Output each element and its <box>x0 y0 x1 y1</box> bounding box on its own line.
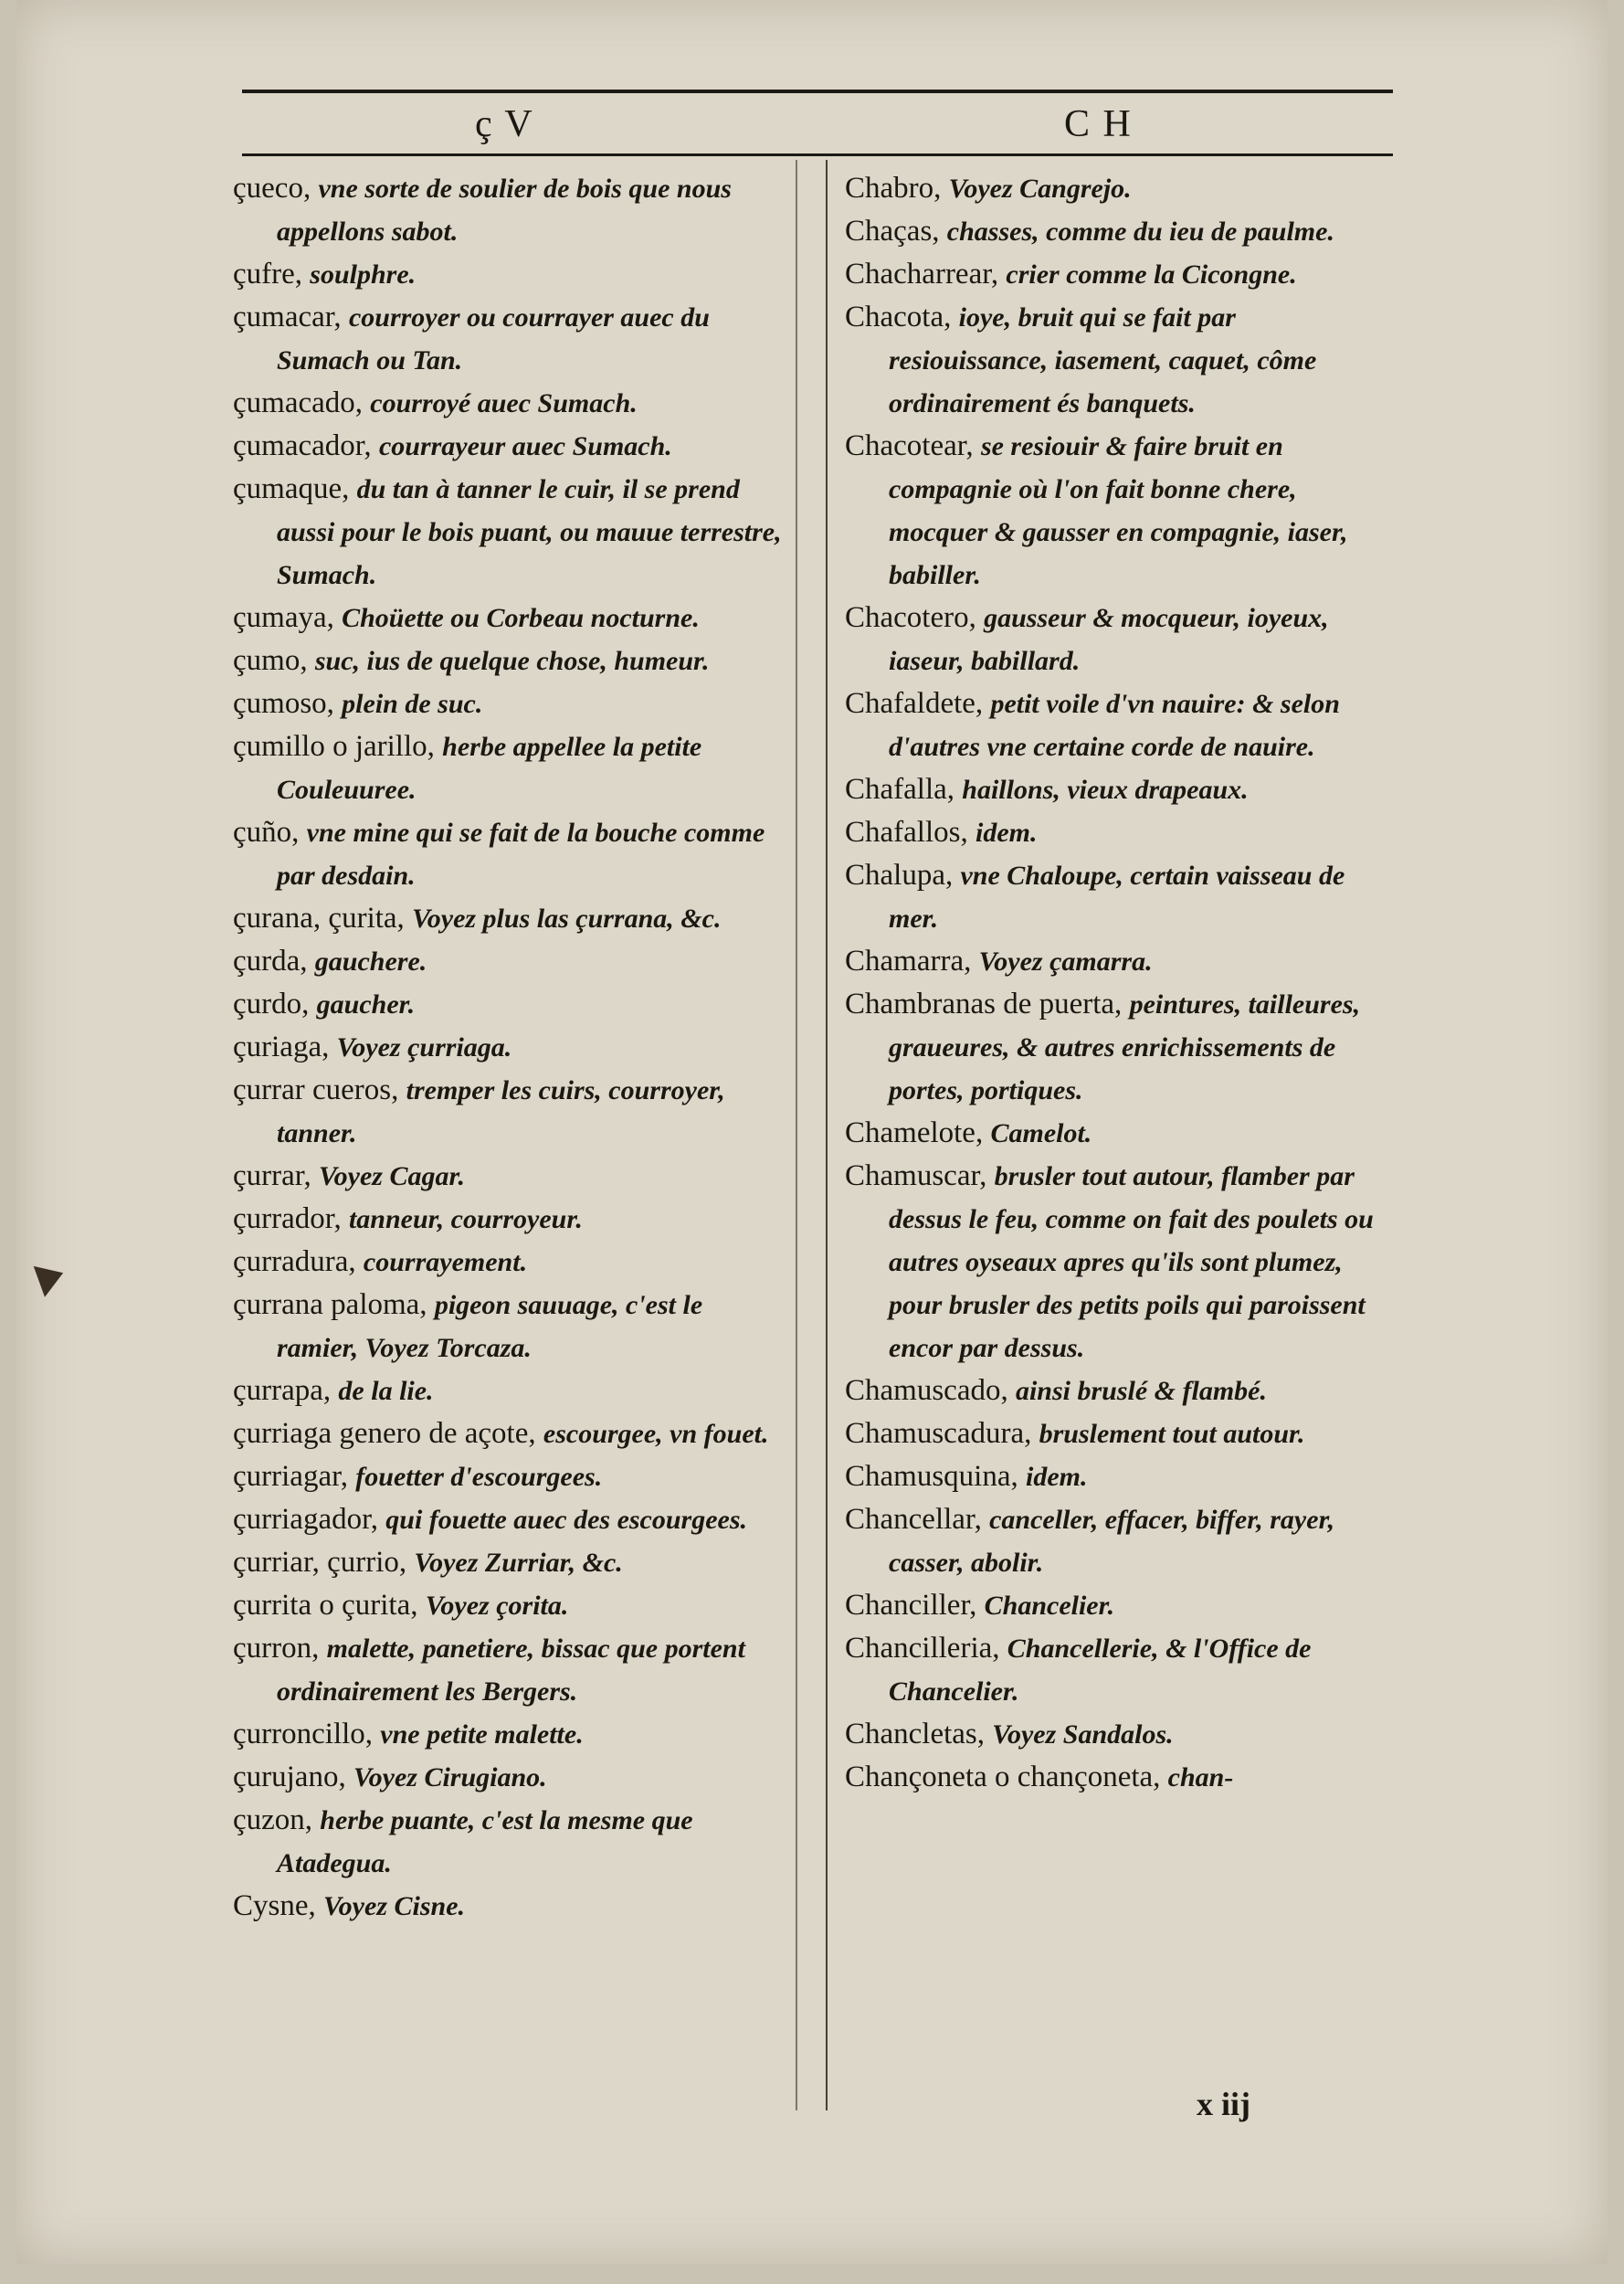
dictionary-entry <box>233 1155 790 1198</box>
entry-definition: suc, ius de quelque chose, humeur. <box>314 646 710 676</box>
entry-headword: Chabro, <box>845 172 942 205</box>
entry-definition: Camelot. <box>990 1118 1092 1148</box>
running-header-right: C H <box>1064 103 1133 145</box>
entry-headword: Chambranas de puerta, <box>845 988 1123 1020</box>
entry-headword: çurrita o çurita, <box>233 1589 418 1622</box>
dictionary-entry <box>233 940 790 983</box>
entry-definition: courroyé auec Sumach. <box>370 388 638 418</box>
dictionary-entry <box>845 597 1393 682</box>
entry-definition: vne mine qui se fait de la bouche comme par desdain. <box>277 818 765 891</box>
entry-headword: çurroncillo, <box>233 1718 374 1750</box>
entry-headword: çurujano, <box>233 1761 346 1793</box>
entry-definition: de la lie. <box>338 1376 434 1406</box>
entry-headword: çufre, <box>233 258 303 291</box>
dictionary-entry <box>233 1241 790 1284</box>
entry-definition: Chancellerie, & l'Office de Chancelier. <box>889 1634 1312 1707</box>
dictionary-entry <box>233 296 790 382</box>
entry-definition: Voyez Cisne. <box>323 1891 466 1921</box>
entry-headword: Chamuscadura, <box>845 1417 1032 1450</box>
entry-definition: courroyer ou courrayer auec du Sumach ou Tan. <box>277 302 710 375</box>
dictionary-entry <box>845 682 1393 768</box>
entry-definition: chasses, comme du ieu de paulme. <box>946 217 1334 247</box>
entry-headword: çumacador, <box>233 429 372 462</box>
entry-headword: Chamuscar, <box>845 1159 987 1192</box>
dictionary-entry <box>845 1369 1393 1412</box>
dictionary-entry <box>233 682 790 725</box>
entry-headword: çumillo o jarillo, <box>233 730 435 763</box>
dictionary-entry <box>845 210 1393 253</box>
entry-headword: çurana, çurita, <box>233 902 405 935</box>
dictionary-entry <box>845 253 1393 296</box>
entry-definition: tremper les cuirs, courroyer, tanner. <box>277 1075 725 1148</box>
entry-definition: Voyez çurriaga. <box>336 1032 512 1063</box>
dictionary-entry <box>233 1369 790 1412</box>
entry-definition: peintures, tailleures, graueures, & autres enrichissements de portes, portiques. <box>889 989 1361 1105</box>
entry-definition: soulphre. <box>310 259 417 290</box>
entry-headword: çuriaga, <box>233 1031 330 1063</box>
entry-headword: çurrador, <box>233 1202 342 1235</box>
entry-definition: Voyez çorita. <box>425 1591 569 1621</box>
entry-definition: gauchere. <box>314 946 427 977</box>
entry-definition: tanneur, courroyeur. <box>348 1204 583 1234</box>
dictionary-entry <box>845 1112 1393 1155</box>
dictionary-entry <box>233 640 790 682</box>
entry-definition: qui fouette auec des escourgees. <box>385 1505 748 1535</box>
entry-definition: petit voile d'vn nauire: & selon d'autres vne certaine corde de nauire. <box>889 689 1340 762</box>
entry-headword: Chafallos, <box>845 816 968 849</box>
entry-definition: Voyez Cirugiano. <box>353 1762 547 1792</box>
dictionary-entry <box>845 811 1393 854</box>
entry-headword: Chalupa, <box>845 859 954 892</box>
entry-definition: Voyez Sandalos. <box>992 1719 1174 1750</box>
column-divider <box>826 160 828 2110</box>
dictionary-entry <box>233 597 790 640</box>
entry-definition: Voyez Zurriar, &c. <box>414 1548 623 1578</box>
dictionary-entry <box>845 854 1393 940</box>
entry-headword: çurriagar, <box>233 1460 349 1493</box>
entry-definition: haillons, vieux drapeaux. <box>962 775 1249 805</box>
entry-headword: Chacota, <box>845 301 952 333</box>
entry-headword: çurda, <box>233 945 308 978</box>
dictionary-entry <box>845 296 1393 425</box>
signature-mark: x iij <box>1197 2086 1250 2122</box>
entry-headword: çurriagador, <box>233 1503 379 1536</box>
entry-definition: courrayement. <box>363 1247 528 1277</box>
dictionary-entry <box>845 1627 1393 1713</box>
dictionary-entry <box>233 1412 790 1455</box>
dictionary-entry <box>845 1412 1393 1455</box>
dictionary-entry <box>233 468 790 597</box>
entry-headword: Chanciller, <box>845 1589 977 1622</box>
entry-definition: vne petite malette. <box>380 1719 584 1750</box>
entry-definition: bruslement tout autour. <box>1039 1419 1305 1449</box>
dictionary-entry <box>845 425 1393 597</box>
dictionary-entry <box>233 1885 790 1928</box>
entry-headword: çurriar, çurrio, <box>233 1546 407 1579</box>
entry-definition: malette, panetiere, bissac que portent ordinairement les Bergers. <box>277 1634 745 1707</box>
dictionary-entry <box>233 167 790 253</box>
entry-headword: Chamarra, <box>845 945 972 978</box>
dictionary-entry <box>233 725 790 811</box>
entry-definition: courrayeur auec Sumach. <box>378 431 672 461</box>
entry-headword: çurradura, <box>233 1245 356 1278</box>
entry-headword: Chancilleria, <box>845 1632 1000 1665</box>
entry-headword: Chamuscado, <box>845 1374 1008 1407</box>
entry-headword: Chaças, <box>845 215 940 248</box>
entry-headword: Chancletas, <box>845 1718 986 1750</box>
entry-definition: Choüette ou Corbeau nocturne. <box>342 603 700 633</box>
entry-headword: çumoso, <box>233 687 334 720</box>
dictionary-entry <box>233 1284 790 1369</box>
dictionary-entry <box>233 382 790 425</box>
entry-definition: Voyez çamarra. <box>978 946 1153 977</box>
entry-definition: plein de suc. <box>342 689 483 719</box>
dictionary-entry <box>845 1498 1393 1584</box>
entry-headword: çurriaga genero de açote, <box>233 1417 536 1450</box>
entry-headword: çurrar cueros, <box>233 1073 399 1106</box>
header-rule-top <box>242 90 1393 93</box>
entry-definition: ioye, bruit qui se fait par resiouissance, iasement, caquet, côme ordinairement és banquets. <box>889 302 1317 418</box>
entry-definition: vne sorte de soulier de bois que nous appellons sabot. <box>277 174 732 247</box>
entry-definition: vne Chaloupe, certain vaisseau de mer. <box>889 861 1345 934</box>
entry-definition: Voyez plus las çurrana, &c. <box>412 904 722 934</box>
entry-definition: du tan à tanner le cuir, il se prend aussi pour le bois puant, ou mauue terrestre, Sumach. <box>277 474 782 590</box>
entry-headword: çurron, <box>233 1632 320 1665</box>
entry-definition: pigeon sauuage, c'est le ramier, Voyez Torcaza. <box>277 1290 703 1363</box>
entry-definition: escourgee, vn fouet. <box>543 1419 769 1449</box>
entry-headword: çurrar, <box>233 1159 311 1192</box>
dictionary-entry <box>845 983 1393 1112</box>
entry-headword: çumacar, <box>233 301 342 333</box>
dictionary-entry <box>845 940 1393 983</box>
entry-headword: çuño, <box>233 816 300 849</box>
entry-headword: Chacotear, <box>845 429 974 462</box>
right-column <box>845 167 1393 1799</box>
dictionary-entry <box>233 1498 790 1541</box>
entry-definition: Voyez Cagar. <box>318 1161 465 1191</box>
entry-definition: Voyez Cangrejo. <box>948 174 1132 204</box>
entry-definition: herbe puante, c'est la mesme que Atadegua. <box>277 1805 693 1878</box>
entry-headword: çumo, <box>233 644 308 677</box>
dictionary-entry <box>845 1756 1393 1799</box>
entry-headword: çumacado, <box>233 386 364 419</box>
entry-headword: çurrapa, <box>233 1374 332 1407</box>
dictionary-entry <box>233 1198 790 1241</box>
entry-definition: se resiouir & faire bruit en compagnie où l'on fait bonne chere, mocquer & gausser en compagnie, iaser, babiller. <box>889 431 1348 590</box>
dictionary-entry <box>233 253 790 296</box>
dictionary-entry <box>845 768 1393 811</box>
dictionary-entry <box>233 811 790 897</box>
entry-headword: çurdo, <box>233 988 310 1020</box>
dictionary-entry <box>845 167 1393 210</box>
entry-definition: ainsi bruslé & flambé. <box>1015 1376 1267 1406</box>
column-rule <box>796 160 797 2110</box>
entry-headword: Chafaldete, <box>845 687 984 720</box>
dictionary-entry <box>233 425 790 468</box>
dictionary-entry <box>233 897 790 940</box>
dictionary-entry <box>845 1713 1393 1756</box>
left-column <box>233 167 790 1928</box>
entry-headword: Cysne, <box>233 1889 316 1922</box>
entry-headword: çumaque, <box>233 472 350 505</box>
dictionary-entry <box>233 983 790 1026</box>
entry-definition: canceller, effacer, biffer, rayer, casser, abolir. <box>889 1505 1335 1578</box>
entry-definition: brusler tout autour, flamber par dessus le feu, comme on fait des poulets ou autres oyseaux apres qu'ils sont plumez, pour brusler des petits poils qui paroissent encor par dessus. <box>889 1161 1374 1363</box>
entry-headword: Chançoneta o chançoneta, <box>845 1761 1161 1793</box>
entry-definition: idem. <box>1025 1462 1088 1492</box>
entry-definition: herbe appellee la petite Couleuuree. <box>277 732 702 805</box>
entry-headword: Chacharrear, <box>845 258 999 291</box>
entry-headword: Chancellar, <box>845 1503 982 1536</box>
dictionary-entry <box>233 1541 790 1584</box>
dictionary-entry <box>233 1026 790 1069</box>
entry-definition: gaucher. <box>316 989 416 1020</box>
entry-headword: çumaya, <box>233 601 334 634</box>
entry-definition: gausseur & mocqueur, ioyeux, iaseur, babillard. <box>889 603 1329 676</box>
dictionary-entry <box>845 1584 1393 1627</box>
entry-headword: çueco, <box>233 172 311 205</box>
dictionary-entry <box>845 1155 1393 1369</box>
header-rule-bottom <box>242 153 1393 156</box>
running-header-left: ç V <box>475 103 534 145</box>
entry-headword: çurrana paloma, <box>233 1288 427 1321</box>
dictionary-entry <box>233 1713 790 1756</box>
entry-headword: çuzon, <box>233 1803 313 1836</box>
entry-headword: Chafalla, <box>845 773 955 806</box>
dictionary-entry <box>233 1584 790 1627</box>
entry-definition: Chancelier. <box>984 1591 1115 1621</box>
entry-definition: chan- <box>1167 1762 1234 1792</box>
dictionary-entry <box>233 1069 790 1155</box>
dictionary-entry <box>233 1627 790 1713</box>
entry-definition: idem. <box>975 818 1038 848</box>
dictionary-entry <box>233 1455 790 1498</box>
dictionary-entry <box>233 1799 790 1885</box>
dictionary-entry <box>233 1756 790 1799</box>
entry-headword: Chamelote, <box>845 1116 984 1149</box>
entry-definition: fouetter d'escourgees. <box>355 1462 603 1492</box>
entry-headword: Chacotero, <box>845 601 976 634</box>
entry-headword: Chamusquina, <box>845 1460 1018 1493</box>
dictionary-entry <box>845 1455 1393 1498</box>
entry-definition: crier comme la Cicongne. <box>1006 259 1297 290</box>
